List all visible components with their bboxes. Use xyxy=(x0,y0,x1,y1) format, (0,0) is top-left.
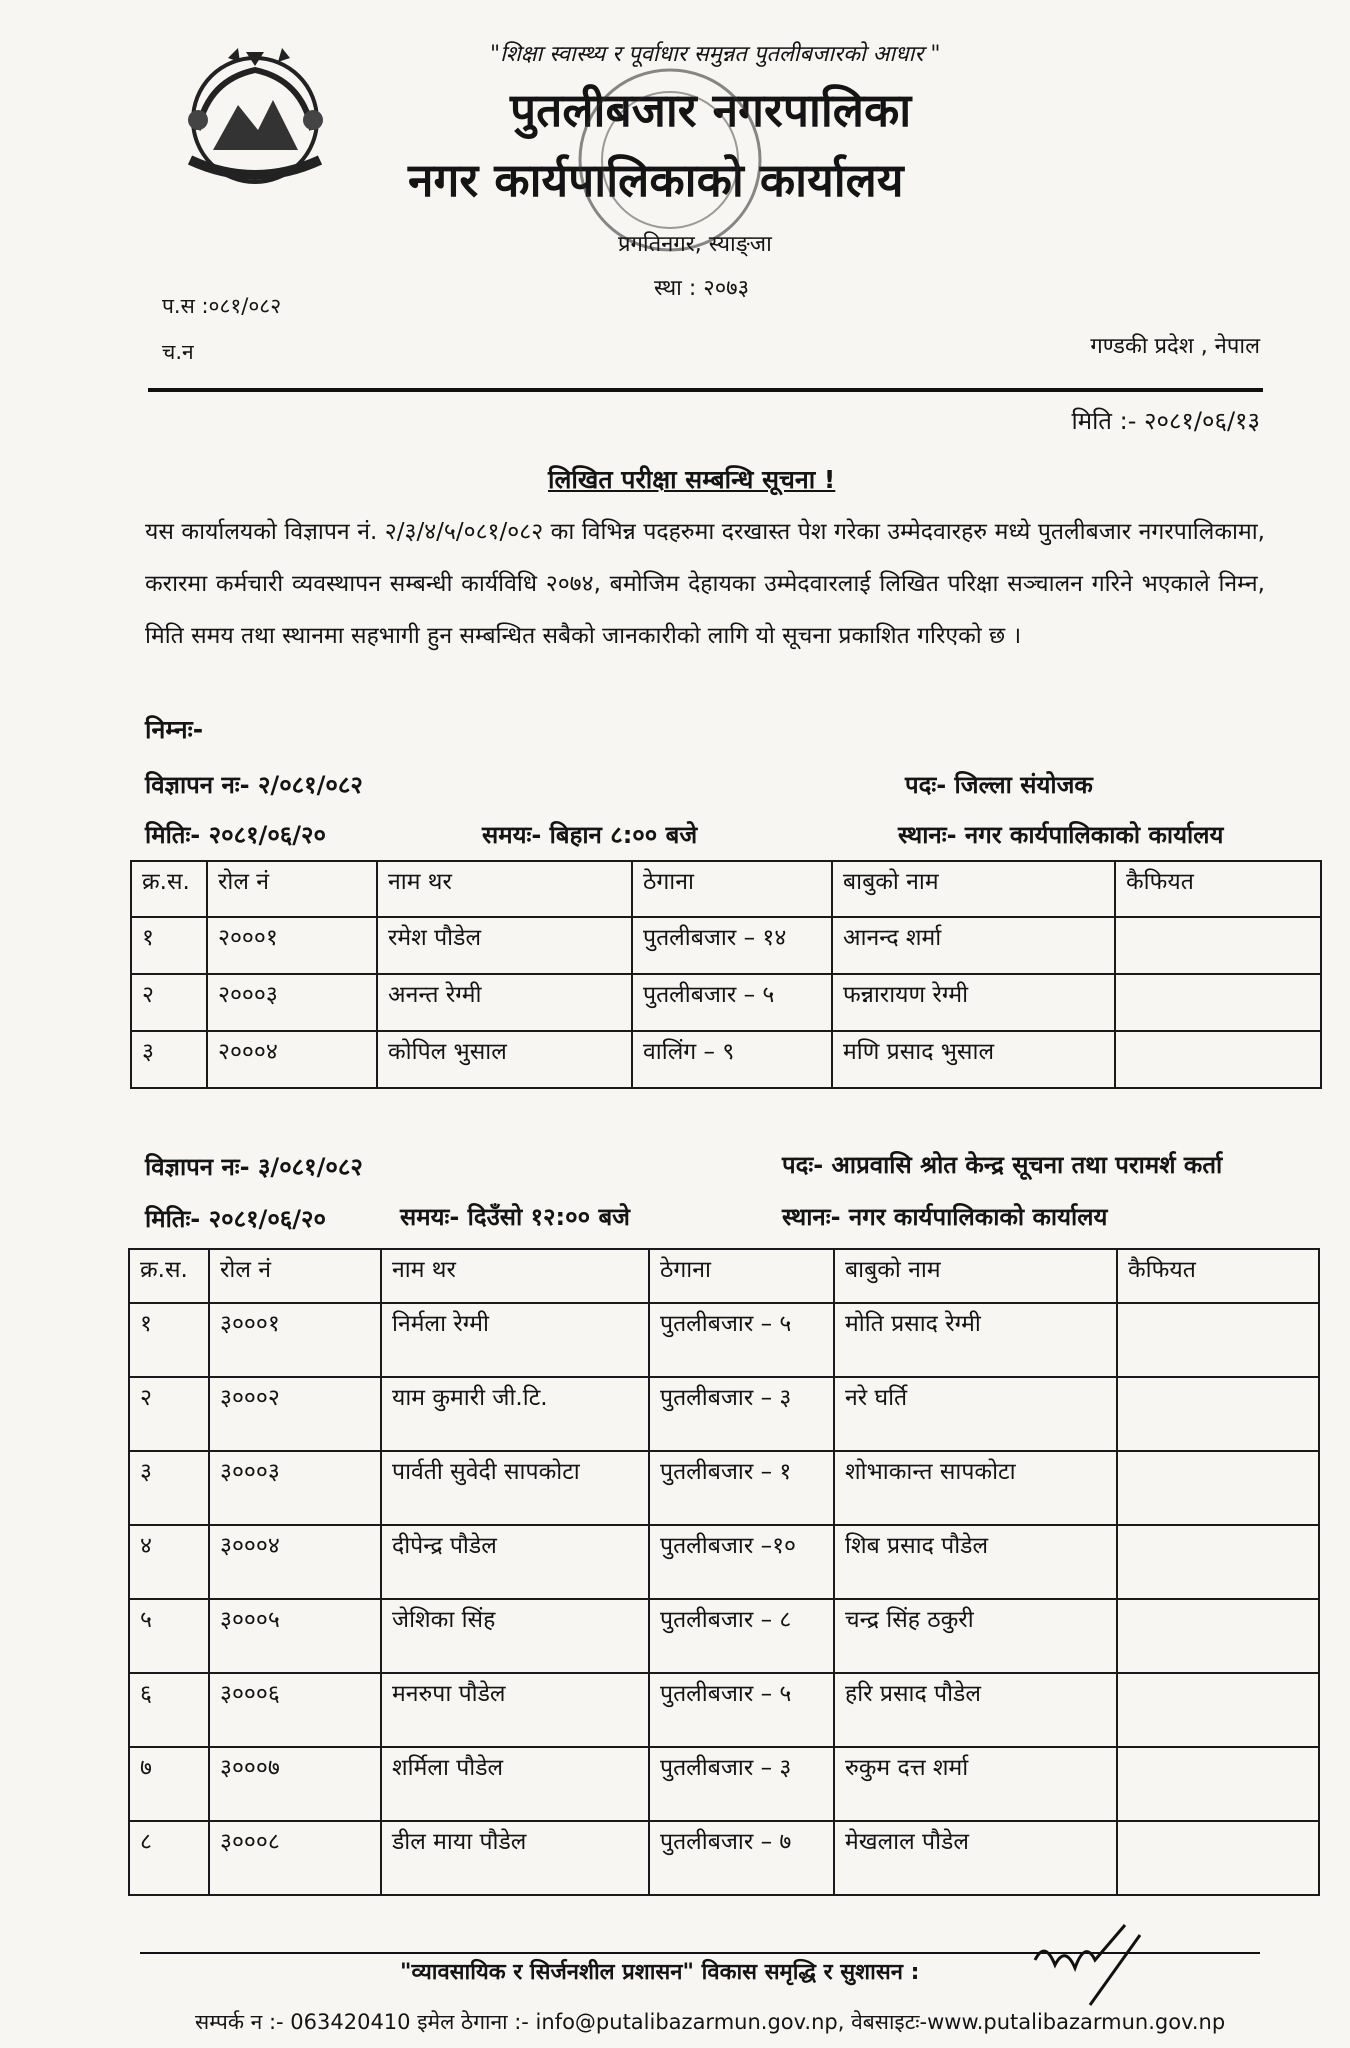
cell-name: अनन्त रेग्मी xyxy=(377,974,632,1031)
cell-remarks xyxy=(1115,1031,1321,1088)
cell-remarks xyxy=(1117,1673,1319,1747)
cell-roll: ३०००७ xyxy=(209,1747,381,1821)
cell-father: चन्द्र सिंह ठकुरी xyxy=(834,1599,1117,1673)
candidate-table-2 xyxy=(128,1248,1320,1896)
cell-father: शिब प्रसाद पौडेल xyxy=(834,1525,1117,1599)
cell-address: पुतलीबजार – ३ xyxy=(649,1747,834,1821)
col-header-father: बाबुको नाम xyxy=(834,1249,1117,1303)
cell-father: आनन्द शर्मा xyxy=(832,917,1115,974)
cell-serial: ३ xyxy=(131,1031,207,1088)
cell-father: मोति प्रसाद रेग्मी xyxy=(834,1303,1117,1377)
cell-address: पुतलीबजार – ७ xyxy=(649,1821,834,1895)
following-label: निम्नः- xyxy=(145,715,204,744)
table-row xyxy=(131,917,1321,974)
established-year: स्था : २०७३ xyxy=(654,276,750,301)
footer-slogan: "व्यावसायिक र सिर्जनशील प्रशासन" विकास समृद्धि र सुशासन : xyxy=(400,1960,920,1985)
cell-name: डील माया पौडेल xyxy=(381,1821,649,1895)
table-row xyxy=(129,1747,1319,1821)
notice-date: मिति :- २०८१/०६/१३ xyxy=(1071,407,1260,435)
cell-name: जेशिका सिंह xyxy=(381,1599,649,1673)
cell-name: मनरुपा पौडेल xyxy=(381,1673,649,1747)
cell-address: पुतलीबजार – ५ xyxy=(649,1303,834,1377)
col-header-serial: क्र.स. xyxy=(129,1249,209,1303)
cell-father: शोभाकान्त सापकोटा xyxy=(834,1451,1117,1525)
table-row xyxy=(129,1451,1319,1525)
cell-roll: ३०००२ xyxy=(209,1377,381,1451)
candidate-table-1 xyxy=(130,860,1322,1089)
table-row xyxy=(131,1031,1321,1088)
cell-name: रमेश पौडेल xyxy=(377,917,632,974)
cell-father: नरे घर्ति xyxy=(834,1377,1117,1451)
cell-serial: ४ xyxy=(129,1525,209,1599)
cell-remarks xyxy=(1117,1303,1319,1377)
col-header-address: ठेगाना xyxy=(649,1249,834,1303)
header-divider xyxy=(148,388,1263,392)
cell-name: पार्वती सुवेदी सापकोटा xyxy=(381,1451,649,1525)
col-header-serial: क्र.स. xyxy=(131,861,207,917)
cell-serial: ८ xyxy=(129,1821,209,1895)
cell-address: वालिंग – ९ xyxy=(632,1031,832,1088)
cell-address: पुतलीबजार – १ xyxy=(649,1451,834,1525)
col-header-address: ठेगाना xyxy=(632,861,832,917)
cell-roll: ३०००५ xyxy=(209,1599,381,1673)
col-header-father: बाबुको नाम xyxy=(832,861,1115,917)
table-header-row xyxy=(129,1249,1319,1303)
cell-name: शर्मिला पौडेल xyxy=(381,1747,649,1821)
col-header-remarks: कैफियत xyxy=(1117,1249,1319,1303)
advert-number-1: विज्ञापन नः- २/०८१/०८२ xyxy=(145,771,363,799)
table-header-row xyxy=(131,861,1321,917)
col-header-remarks: कैफियत xyxy=(1115,861,1321,917)
cell-remarks xyxy=(1117,1525,1319,1599)
cell-serial: ६ xyxy=(129,1673,209,1747)
dispatch-number: च.न xyxy=(162,340,194,364)
office-name: नगर कार्यपालिकाको कार्यालय xyxy=(408,153,904,207)
notice-title: लिखित परीक्षा सम्बन्धि सूचना ! xyxy=(548,465,836,494)
cell-roll: ३०००८ xyxy=(209,1821,381,1895)
cell-father: हरि प्रसाद पौडेल xyxy=(834,1673,1117,1747)
cell-father: फन्नारायण रेग्मी xyxy=(832,974,1115,1031)
cell-serial: २ xyxy=(129,1377,209,1451)
table-row xyxy=(129,1377,1319,1451)
signature-icon xyxy=(1030,1920,1150,2010)
cell-remarks xyxy=(1117,1821,1319,1895)
cell-name: निर्मला रेग्मी xyxy=(381,1303,649,1377)
cell-serial: १ xyxy=(131,917,207,974)
cell-serial: ५ xyxy=(129,1599,209,1673)
cell-serial: ३ xyxy=(129,1451,209,1525)
notice-body: यस कार्यालयको विज्ञापन नं. २/३/४/५/०८१/०८२ का विभिन्न पदहरुमा दरखास्त पेश गरेका उम्मेदवारहरु मध्ये पुतलीबजार नगरपालिकामा, करारमा कर्मचारी व्यवस्थापन सम्बन्धी कार्यविधि २०७४, बमोजिम देहायका उम्मेदवारलाई लिखित परिक्षा सञ्चालन गरिने भएकाले निम्न, मिति समय तथा स्थानमा सहभागी हुन सम्बन्धित सबैको जानकारीको लागि यो सूचना प्रकाशित गरिएको छ । xyxy=(145,519,1265,649)
advert-number-2: विज्ञापन नः- ३/०८१/०८२ xyxy=(145,1153,363,1181)
cell-remarks xyxy=(1117,1747,1319,1821)
cell-address: पुतलीबजार – १४ xyxy=(632,917,832,974)
cell-name: याम कुमारी जी.टि. xyxy=(381,1377,649,1451)
cell-father: मेखलाल पौडेल xyxy=(834,1821,1117,1895)
cell-roll: ३०००४ xyxy=(209,1525,381,1599)
cell-roll: २०००४ xyxy=(207,1031,377,1088)
cell-remarks xyxy=(1117,1451,1319,1525)
cell-remarks xyxy=(1117,1599,1319,1673)
cell-address: पुतलीबजार – ३ xyxy=(649,1377,834,1451)
table-row xyxy=(131,974,1321,1031)
contact-info: सम्पर्क न :- 063420410 इमेल ठेगाना :- info@putalibazarmun.gov.np, वेबसाइटः-www.putalibazarmun.gov.np xyxy=(195,2010,1226,2034)
exam-time-2: समयः- दिउँसो १२:०० बजे xyxy=(400,1203,630,1231)
exam-time-1: समयः- बिहान ८:०० बजे xyxy=(482,821,698,849)
exam-place-1: स्थानः- नगर कार्यपालिकाको कार्यालय xyxy=(898,821,1224,849)
post-label-1: पदः- जिल्ला संयोजक xyxy=(905,771,1093,799)
table-row xyxy=(129,1303,1319,1377)
cell-name: दीपेन्द्र पौडेल xyxy=(381,1525,649,1599)
exam-date-1: मितिः- २०८१/०६/२० xyxy=(145,821,326,849)
cell-serial: १ xyxy=(129,1303,209,1377)
government-emblem-icon xyxy=(168,40,343,200)
post-label-2: पदः- आप्रवासि श्रोत केन्द्र सूचना तथा परामर्श कर्ता xyxy=(782,1151,1223,1179)
cell-roll: ३०००१ xyxy=(209,1303,381,1377)
table-row xyxy=(129,1821,1319,1895)
col-header-roll: रोल नं xyxy=(209,1249,381,1303)
cell-roll: ३०००६ xyxy=(209,1673,381,1747)
cell-serial: ७ xyxy=(129,1747,209,1821)
cell-father: रुकुम दत्त शर्मा xyxy=(834,1747,1117,1821)
cell-roll: ३०००३ xyxy=(209,1451,381,1525)
cell-father: मणि प्रसाद भुसाल xyxy=(832,1031,1115,1088)
cell-serial: २ xyxy=(131,974,207,1031)
cell-address: पुतलीबजार – ८ xyxy=(649,1599,834,1673)
cell-roll: २०००३ xyxy=(207,974,377,1031)
footer-divider xyxy=(140,1952,1260,1954)
cell-address: पुतलीबजार – ५ xyxy=(649,1673,834,1747)
table-row xyxy=(129,1525,1319,1599)
province-label: गण्डकी प्रदेश , नेपाल xyxy=(1090,334,1260,359)
table-row xyxy=(129,1599,1319,1673)
col-header-roll: रोल नं xyxy=(207,861,377,917)
cell-remarks xyxy=(1115,974,1321,1031)
reference-number: प.स :०८१/०८२ xyxy=(162,294,282,318)
cell-address: पुतलीबजार – ५ xyxy=(632,974,832,1031)
cell-address: पुतलीबजार –१० xyxy=(649,1525,834,1599)
cell-roll: २०००१ xyxy=(207,917,377,974)
office-slogan: "शिक्षा स्वास्थ्य र पूर्वाधार समुन्नत पुतलीबजारको आधार " xyxy=(490,42,941,67)
office-address: प्रगतिनगर, स्याङ्जा xyxy=(618,232,772,257)
cell-name: कोपिल भुसाल xyxy=(377,1031,632,1088)
exam-date-2: मितिः- २०८१/०६/२० xyxy=(145,1205,326,1233)
exam-place-2: स्थानः- नगर कार्यपालिकाको कार्यालय xyxy=(782,1203,1108,1231)
org-name: पुतलीबजार नगरपालिका xyxy=(510,83,912,137)
col-header-name: नाम थर xyxy=(377,861,632,917)
col-header-name: नाम थर xyxy=(381,1249,649,1303)
table-row xyxy=(129,1673,1319,1747)
cell-remarks xyxy=(1117,1377,1319,1451)
cell-remarks xyxy=(1115,917,1321,974)
